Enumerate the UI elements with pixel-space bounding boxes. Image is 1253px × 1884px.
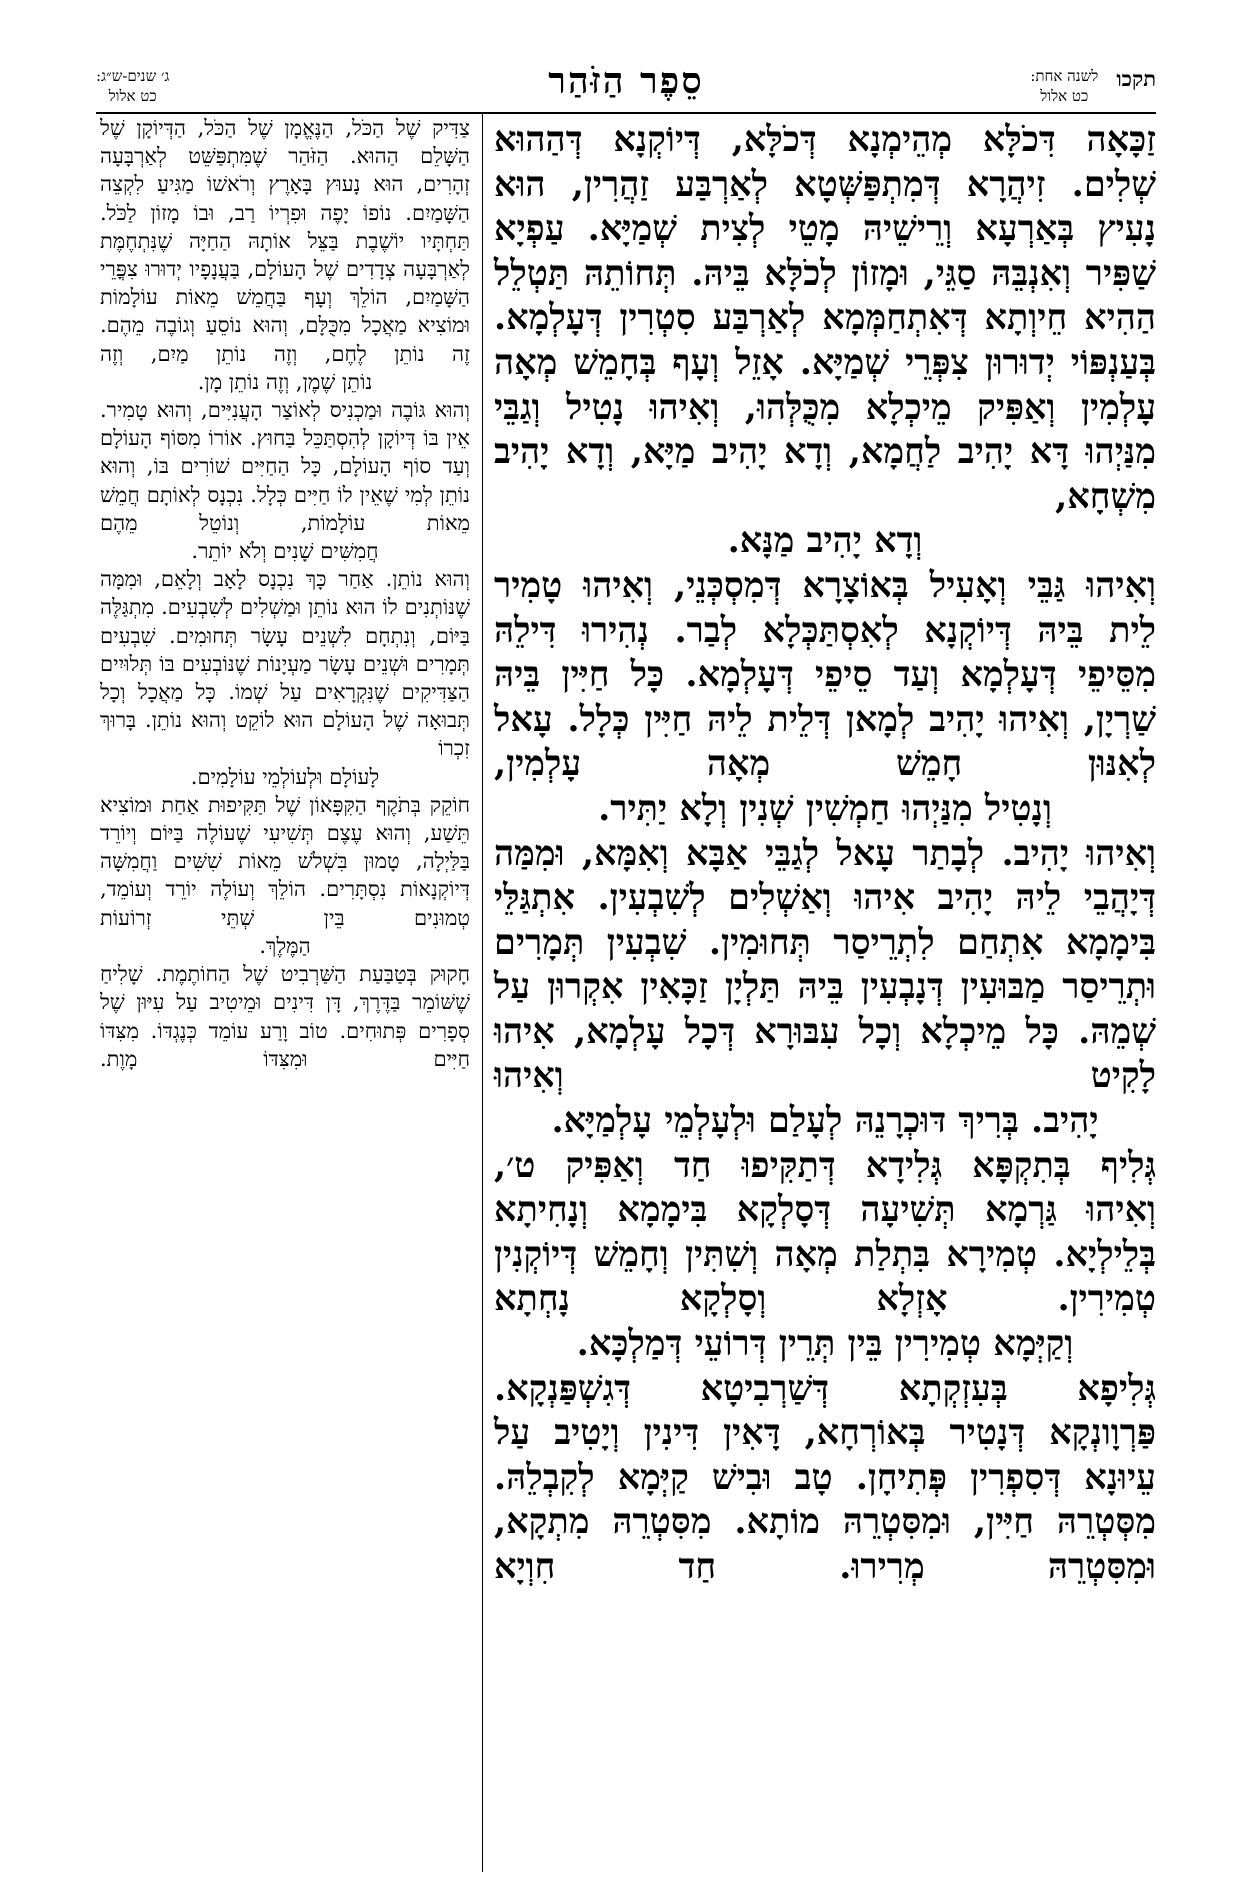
main-paragraph: וְנָטִיל מִנַּיְהוּ חַמְשִׁין שְׁנִין וְלָא יַתִּיר. <box>598 787 1052 829</box>
aramaic-text-column <box>494 118 1156 1590</box>
tikkun-number: תקכו <box>1116 66 1156 91</box>
page-header <box>96 60 1156 110</box>
main-paragraph: גְּלִיף בְּתִקְפָּא גְּלִידָא דְּתַקִּיפוּ חַד וְאַפִּיק ט׳, <box>494 1144 1156 1186</box>
translation-paragraph: הַמֶּלֶךְ. <box>259 933 311 958</box>
schedule-one-year-date: כט אלול <box>1040 87 1089 105</box>
hebrew-translation-column <box>100 114 470 1073</box>
schedule-three-years <box>96 66 169 106</box>
schedule-one-year-label: לשנה אחת: <box>1030 67 1099 85</box>
main-paragraph: וְאִיהוּ גַּרְמָא תְּשִׁיעָה דְּסָלְקָא בִּימָמָא וְנָחִיתָא בְּלֵילְיָא. טְמִירָא בִּתְלַת מְאָה וְשִׁתִּין וְחָמֵשׁ דְּיוֹקְנִין טְמִירִין. אָזְלָא וְסָלְקָא נָחְתָא <box>494 1189 1156 1320</box>
translation-paragraph: נוֹתֵן שֶׁמֶן, וְזֶה נוֹתֵן מָן. <box>197 369 373 394</box>
main-paragraph: וְאִיהוּ יָהִיב. לְבָתַר עָאל לְגַבֵּי אַבָּא וְאִמָּא, וּמִמַּה דְּיָהֲבֵי לֵיהּ יָהִיב אִיהוּ וְאַשְׁלִים לְשִׁבְעִין. אִתְגַּלֵּי בִּימָמָא אִתְחַם לִתְרֵיסַר תְּחוּמִין. שִׁבְעִין תְּמָרִים וּתְרֵיסַר מַבּוּעִין דְּנָבְעִין בֵּיהּ תַּלְיָן זַכָּאִין אִקְרוּן עַל שְׁמֵהּ. כָּל מֵיכְלָא וְכָל עִבּוּרָא דְּכָל עָלְמָא, אִיהוּ לָקִיט וְאִיהוּ <box>494 832 1156 1097</box>
translation-paragraph: וְהוּא גּוֹבֶה וּמַכְנִיס לְאוֹצַר הָעֲנִיִּים, וְהוּא טָמִיר. אֵין בּוֹ דְּיוֹקָן לְהִסְתַּכֵּל בַּחוּץ. אוֹרוֹ מִסּוֹף הָעוֹלָם וְעַד סוֹף הָעוֹלָם, כָּל הַחַיִּים שׁוֹרִים בּוֹ, וְהוּא נוֹתֵן לְמִי שֶׁאֵין לוֹ חַיִּים כְּלָל. נִכְנָס לְאוֹתָם חֲמֵשׁ מֵאוֹת עוֹלָמוֹת, וְנוֹטֵל מֵהֶם <box>100 398 470 535</box>
main-paragraph: וְדָא יָהִיב מַנָּא. <box>727 520 923 562</box>
translation-paragraph: חוֹקֵק בְּתֹקֶף הַקִּפָּאוֹן שֶׁל תַּקִּיפוּת אַחַת וּמוֹצִיא תֵּשַׁע, וְהוּא עֶצֶם תְּשִׁיעִי שֶׁעוֹלֶה בַּיּוֹם וְיוֹרֵד בַּלַּיְלָה, טָמוּן בִּשְׁלֹשׁ מֵאוֹת שִׁשִּׁים וַחֲמִשָּׁה דְּיוֹקְנָאוֹת נִסְתָּרִים. הוֹלֵךְ וְעוֹלֶה יוֹרֵד וְעוֹמֵד, טְמוּנִים בֵּין שְׁתֵּי זְרוֹעוֹת <box>100 792 470 930</box>
schedule-three-years-label: ג׳ שנים-ש״ג: <box>96 67 170 85</box>
main-paragraph: פַּרְוָונְקָא דְּנָטִיר בְּאוֹרְחָא, דָּאִין דִּינִין וְיָטִיב עַל עֵיוּנָא דְּסִפְרִין פְּתִיחָן. טָב וּבִישׁ קַיְּמָא לְקִבְלֵהּ. מִסְּטְרֵהּ חַיִּין, וּמִסִּטְרֵהּ מוֹתָא. מִסִּטְרֵהּ מִתְקָא, וּמִסִּטְרֵהּ מְרִירוּ. חַד חִוְיָא <box>494 1412 1156 1587</box>
translation-paragraph: צַדִּיק שֶׁל הַכֹּל, הַנֶּאֱמָן שֶׁל הַכֹּל, הַדְּיוֹקָן שֶׁל הַשָּׁלֵם הַהוּא. הַזֹּהַר שֶׁמִּתְפַּשֵּׁט לְאַרְבָּעָה זְהָרִים, הוּא נָעוּץ בָּאָרֶץ וְרֹאשׁוֹ מַגִּיעַ לִקְצֵה הַשָּׁמַיִם. נוֹפוֹ יָפֶה וּפִרְיוֹ רַב, וּבוֹ מָזוֹן לַכֹּל. תַּחְתָּיו יוֹשֶׁבֶת בַּצֵּל אוֹתָהּ הַחַיָּה שֶׁנִּתְחֶמֶּת לְאַרְבָּעָה צְדָדִים שֶׁל הָעוֹלָם, בַּעֲנָפָיו יְדוּרוּ צִפֳּרֵי הַשָּׁמַיִם, הוֹלֵךְ וְעָף בַּחֲמֵשׁ מֵאוֹת עוֹלָמוֹת וּמוֹצִיא מַאֲכָל מִכֻּלָּם, וְהוּא נוֹסֵעַ וְגוֹבֶה מֵהֶם. זֶה נוֹתֵן לֶחֶם, וְזֶה נוֹתֵן מַיִם, וְזֶה <box>100 116 470 366</box>
main-paragraph: גְּלִיפָא בְּעִזְקְתָא דְּשַׁרְבִיטָא דְּגִשְׁפַּנְקָא. <box>494 1367 1156 1409</box>
book-title: סֵפֶר הַזֹּהַר <box>548 60 704 102</box>
translation-paragraph: וְהוּא נוֹתֵן. אַחַר כָּךְ נִכְנָס לָאָב וְלָאֵם, וּמִמָּה שֶׁנּוֹתְנִים לוֹ הוּא נוֹתֵן וּמַשְׁלִים לְשִׁבְעִים. מִתְגַּלֶּה בַּיּוֹם, וְנִתְחָם לִשְׁנֵים עָשָׂר תְּחוּמִים. שִׁבְעִים תְּמָרִים וּשְׁנֵים עָשָׂר מַעְיָנוֹת שֶׁנּוֹבְעִים בּוֹ תְּלוּיִים הַצַּדִּיקִים שֶׁנִּקְרָאִים עַל שְׁמוֹ. כָּל מַאֲכָל וְכָל תְּבוּאָה שֶׁל הָעוֹלָם הוּא לוֹקֵט וְהוּא נוֹתֵן. בָּרוּךְ זִכְרוֹ <box>100 567 470 761</box>
schedule-three-years-date: כט אלול <box>108 87 157 105</box>
main-paragraph: זַכָּאָה דִּכֹלָּא מְהֵימְנָא דְּכֹלָּא, דְּיוֹקְנָא דְּהַהוּא שְׁלִים. זִיהֲרָא דְּמִתְפַּשְּׁטָא לְאַרְבַּע זַהֲרִין, הוּא נָעִיץ בְּאַרְעָא וְרֵישֵׁיהּ מָטֵי לְצִית שְׁמַיָּא. עַפְיָא שַׁפִּיר וְאִנְבֵּהּ סַגֵּי, וּמָזוֹן לְכֹלָּא בֵּיהּ. תְּחוֹתֵהּ תַּטְלֵל הַהִיא חֵיוְתָא דְּאִתְחַמְּמָא לְאַרְבַּע סִטְרִין דְּעָלְמָא. בְּעַנְפּוֹי יְדוּרוּן צִפְּרֵי שְׁמַיָּא. אָזֵל וְעָף בְּחָמֵשׁ מְאָה עָלְמִין וְאַפִּיק מֵיכְלָא מִכֻּלְּהוּ, וְאִיהוּ נָטִיל וְגַבֵּי מִנַּיְהוּ דָּא יָהִיב לַחֲמָא, וְדָא יָהִיב מַיָּא, וְדָא יָהִיב מִשְׁחָא, <box>494 119 1156 517</box>
translation-paragraph: חָקוּק בְּטַבַּעַת הַשַּׁרְבִיט שֶׁל הַחוֹתֶמֶת. שָׁלִיחַ שֶׁשּׁוֹמֵר בַּדֶּרֶךְ, דָּן דִּינִים וּמֵיטִיב עַל עִיּוּן שֶׁל סְפָרִים פְּתוּחִים. טוֹב וָרַע עוֹמֵד כְּנֶגְדּוֹ. מִצִּדּוֹ חַיִּים וּמִצִּדּוֹ מָוֶת. <box>100 962 470 1071</box>
translation-paragraph: חֲמִשִּׁים שָׁנִים וְלֹא יוֹתֵר. <box>191 539 379 564</box>
column-divider <box>482 112 483 1872</box>
main-paragraph: יָהִיב. בְּרִיךְ דּוּכְרָנֵהּ לְעָלַם וּלְעָלְמֵי עָלְמַיָּא. <box>551 1100 1099 1142</box>
main-paragraph: וְאִיהוּ גַּבֵּי וְאָעִיל בְּאוֹצָרָא דְּמִסְכְּנֵי, וְאִיהוּ טָמִיר לֵית בֵּיהּ דְּיוֹקְנָא לְאִסְתַּכְּלָא לְבַר. נְהִירוּ דִּילֵהּ מִסֵּיפֵי דְּעָלְמָא וְעַד סֵיפֵי דְּעָלְמָא. כָּל חַיִּין בֵּיהּ שַׁרְיָן, וְאִיהוּ יָהִיב לְמָאן דְּלֵית לֵיהּ חַיִּין כְּלָל. עָאל לְאִנּוּן חָמֵשׁ מְאָה עָלְמִין, <box>494 564 1156 785</box>
main-paragraph: וְקַיְּמָא טְמִירִין בֵּין תְּרֵין דְּרוֹעֵי דְּמַלְכָּא. <box>576 1323 1074 1365</box>
translation-paragraph: לָעוֹלָם וּלְעוֹלְמֵי עוֹלָמִים. <box>190 764 380 789</box>
